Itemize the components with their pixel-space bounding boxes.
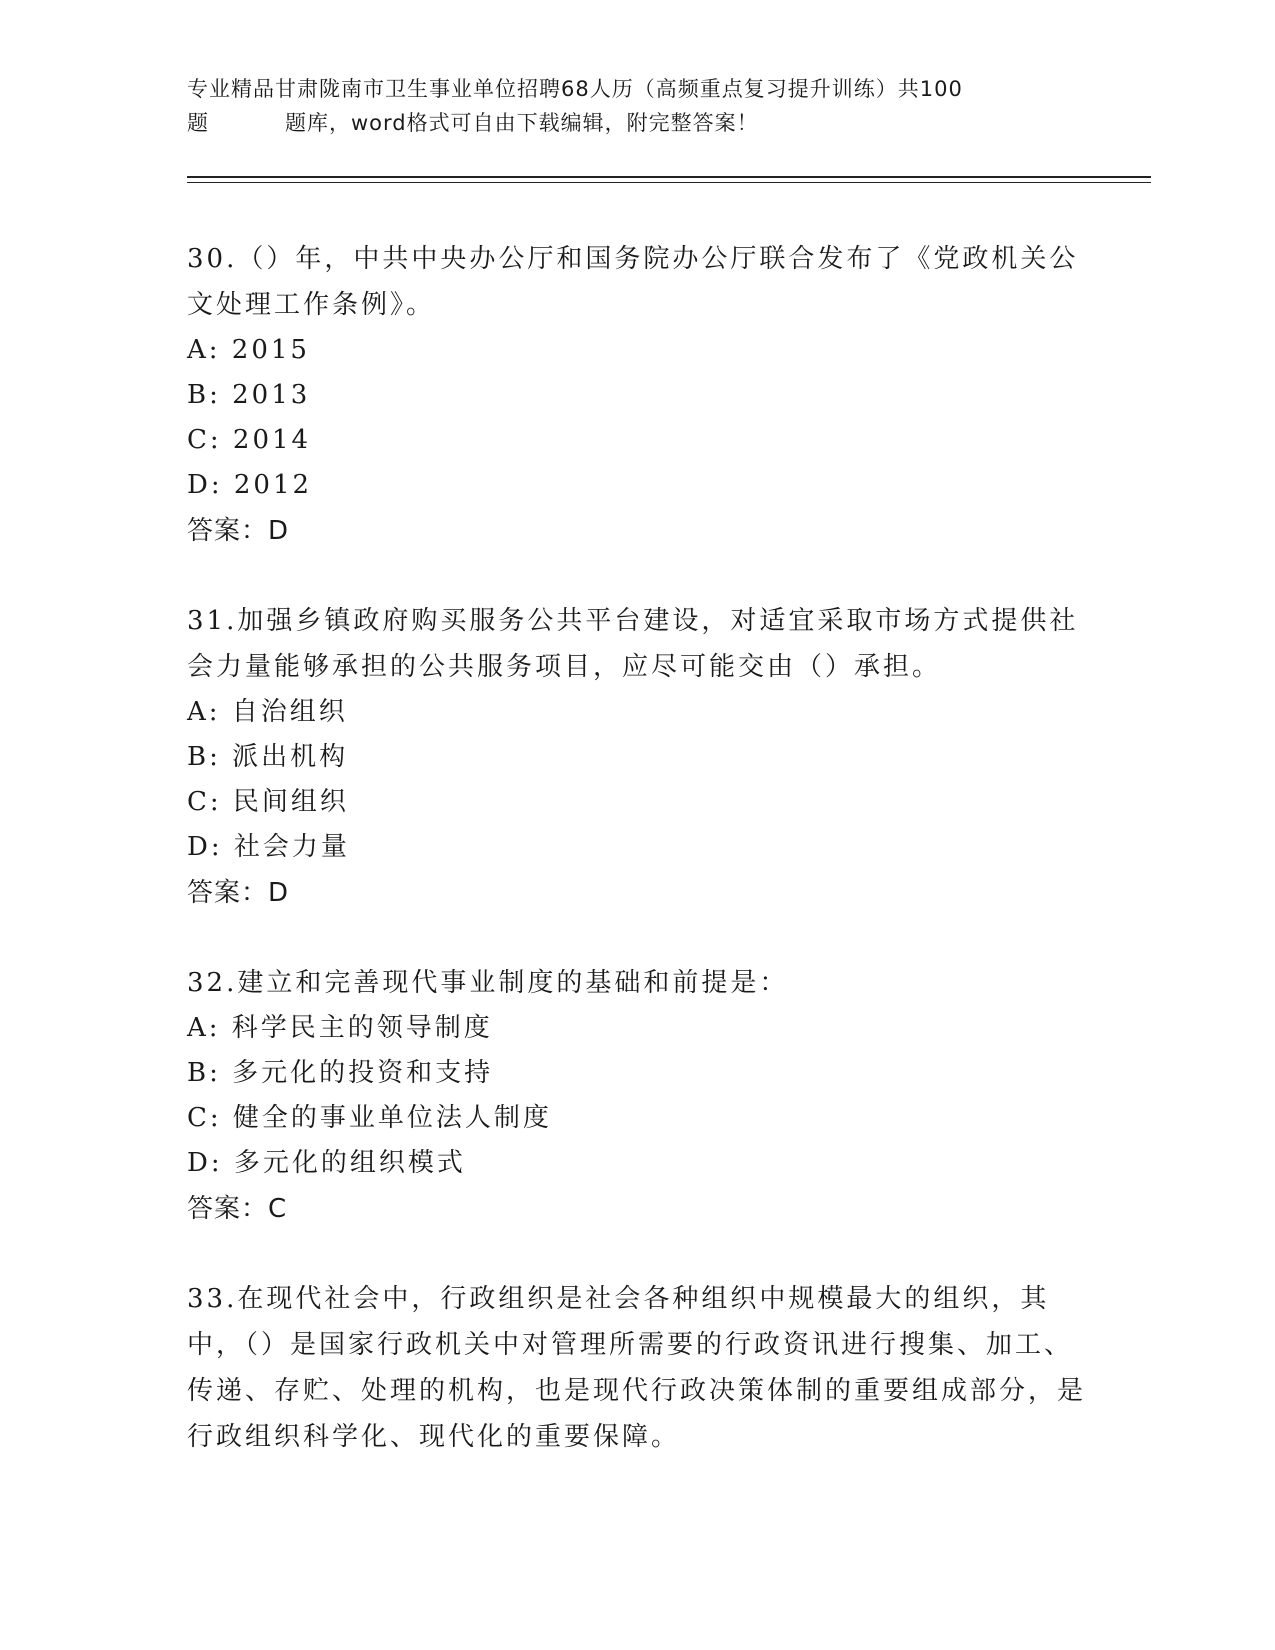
question-stem: 30.（）年，中共中央办公厅和国务院办公厅联合发布了《党政机关公文处理工作条例》。 <box>187 244 1079 320</box>
answer: 答案：C <box>187 1194 288 1224</box>
answer: 答案：D <box>187 516 290 546</box>
header-rule-thick <box>187 176 1151 178</box>
option-d: D: 2012 <box>187 470 313 500</box>
question-31 <box>187 598 1087 916</box>
option-c: C: 健全的事业单位法人制度 <box>187 1103 552 1133</box>
option-c: C: 民间组织 <box>187 787 349 817</box>
header-rule-thin <box>187 182 1151 183</box>
option-d: D: 社会力量 <box>187 832 350 862</box>
option-a: A: 科学民主的领导制度 <box>187 1013 493 1043</box>
option-a: A: 自治组织 <box>187 697 348 727</box>
question-stem: 32.建立和完善现代事业制度的基础和前提是： <box>187 968 789 998</box>
option-b: B: 多元化的投资和支持 <box>187 1058 494 1088</box>
question-30 <box>187 236 1087 554</box>
question-stem: 33.在现代社会中，行政组织是社会各种组织中规模最大的组织，其中，（）是国家行政机关中对管理所需要的行政资讯进行搜集、加工、传递、存贮、处理的机构，也是现代行政决策体制的重要组成部分，是行政组织科学化、现代化的重要保障。 <box>187 1284 1087 1452</box>
option-a: A: 2015 <box>187 335 310 365</box>
question-33 <box>187 1276 1087 1460</box>
option-b: B: 派出机构 <box>187 742 349 772</box>
question-stem: 31.加强乡镇政府购买服务公共平台建设，对适宜采取市场方式提供社会力量能够承担的公共服务项目，应尽可能交由（）承担。 <box>187 606 1079 682</box>
option-b: B: 2013 <box>187 380 311 410</box>
option-d: D: 多元化的组织模式 <box>187 1148 466 1178</box>
header-subtitle-line <box>187 106 1067 140</box>
header-title-line: 专业精品甘肃陇南市卫生事业单位招聘68人历（高频重点复习提升训练）共100 <box>187 77 963 101</box>
option-c: C: 2014 <box>187 425 312 455</box>
answer: 答案：D <box>187 878 290 908</box>
page-header <box>187 72 1067 140</box>
header-subtitle-right: 题库，word格式可自由下载编辑，附完整答案！ <box>285 111 759 135</box>
question-list <box>187 236 1087 1504</box>
question-32 <box>187 960 1087 1232</box>
header-subtitle-left: 题 <box>187 111 209 135</box>
